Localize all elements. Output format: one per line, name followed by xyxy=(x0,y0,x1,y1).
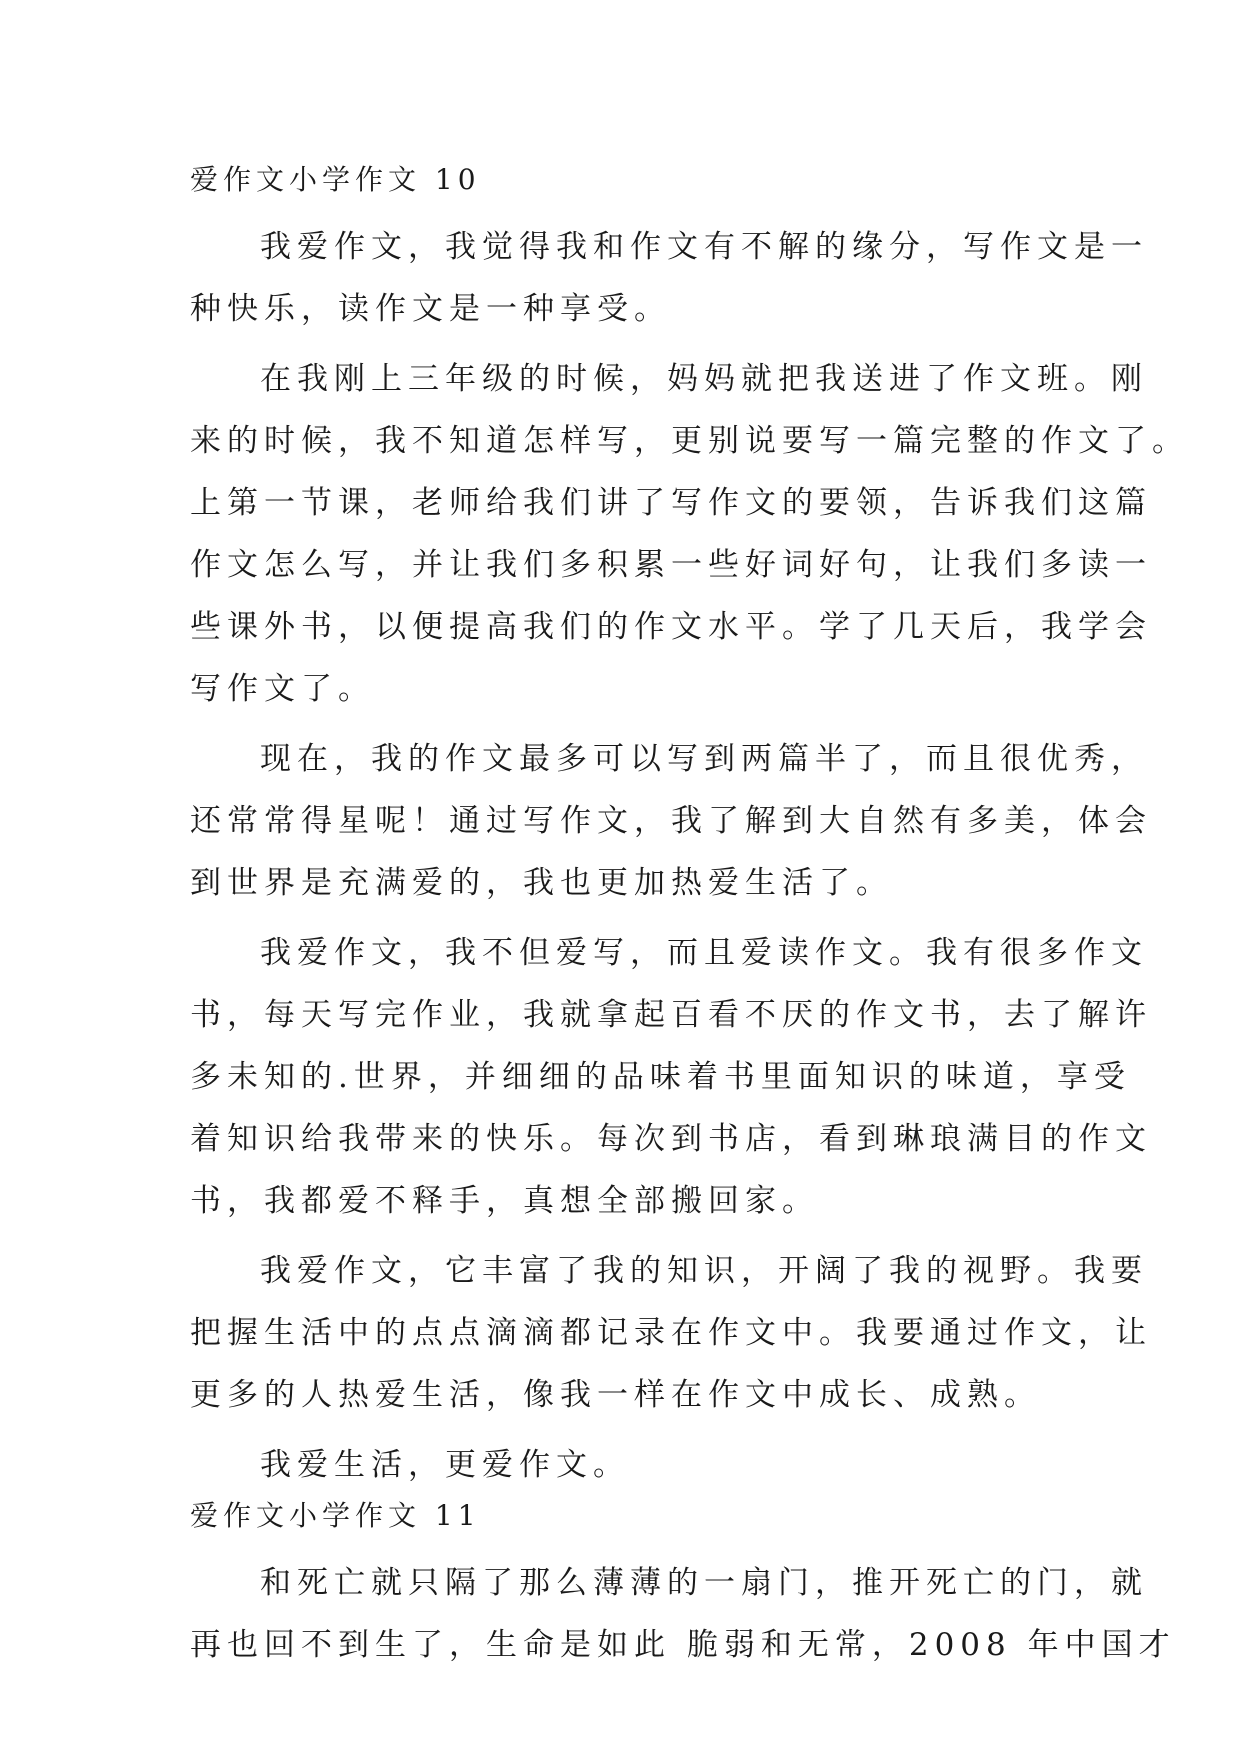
paragraph xyxy=(190,1552,1176,1676)
text-line: 在我刚上三年级的时候，妈妈就把我送进了作文班。刚 xyxy=(260,361,1148,397)
text-line: 来的时候，我不知道怎样写，更别说要写一篇完整的作文了。 xyxy=(190,423,1189,459)
text-line: 还常常得星呢！通过写作文，我了解到大自然有多美，体会 xyxy=(190,803,1152,839)
text-line: 书，每天写完作业，我就拿起百看不厌的作文书，去了解许 xyxy=(190,997,1152,1033)
text-line: 写作文了。 xyxy=(190,671,375,707)
text-line: 再也回不到生了，生命是如此 脆弱和无常，2008 年中国才 xyxy=(190,1627,1176,1663)
paragraph xyxy=(190,1434,1050,1496)
text-line: 种快乐，读作文是一种享受。 xyxy=(190,291,671,327)
text-line: 到世界是充满爱的，我也更加热爱生活了。 xyxy=(190,865,893,901)
text-line: 现在，我的作文最多可以写到两篇半了，而且很优秀， xyxy=(260,741,1148,777)
text-line: 我爱作文，它丰富了我的知识，开阔了我的视野。我要 xyxy=(260,1253,1148,1289)
paragraph xyxy=(190,216,1148,340)
text-line: 书，我都爱不释手，真想全部搬回家。 xyxy=(190,1183,819,1219)
text-line: 些课外书，以便提高我们的作文水平。学了几天后，我学会 xyxy=(190,609,1152,645)
text-line: 把握生活中的点点滴滴都记录在作文中。我要通过作文，让 xyxy=(190,1315,1152,1351)
text-line: 和死亡就只隔了那么薄薄的一扇门，推开死亡的门，就 xyxy=(260,1565,1148,1601)
document-page xyxy=(190,160,1189,1676)
paragraph xyxy=(190,1240,1152,1426)
section-11 xyxy=(190,1496,1176,1676)
text-line: 多未知的.世界，并细细的品味着书里面知识的味道，享受 xyxy=(190,1059,1131,1095)
text-line: 我爱作文，我觉得我和作文有不解的缘分，写作文是一 xyxy=(260,229,1148,265)
section-heading: 爱作文小学作文 10 xyxy=(190,163,481,196)
section-10 xyxy=(190,160,1189,1496)
text-line: 作文怎么写，并让我们多积累一些好词好句，让我们多读一 xyxy=(190,547,1152,583)
text-line: 更多的人热爱生活，像我一样在作文中成长、成熟。 xyxy=(190,1377,1041,1413)
paragraph xyxy=(190,922,1152,1232)
section-heading: 爱作文小学作文 11 xyxy=(190,1499,481,1532)
text-line: 着知识给我带来的快乐。每次到书店，看到琳琅满目的作文 xyxy=(190,1121,1152,1157)
paragraph xyxy=(190,728,1152,914)
text-line: 上第一节课，老师给我们讲了写作文的要领，告诉我们这篇 xyxy=(190,485,1152,521)
text-line: 我爱生活，更爱作文。 xyxy=(260,1447,630,1483)
text-line: 我爱作文，我不但爱写，而且爱读作文。我有很多作文 xyxy=(260,935,1148,971)
paragraph xyxy=(190,348,1189,720)
